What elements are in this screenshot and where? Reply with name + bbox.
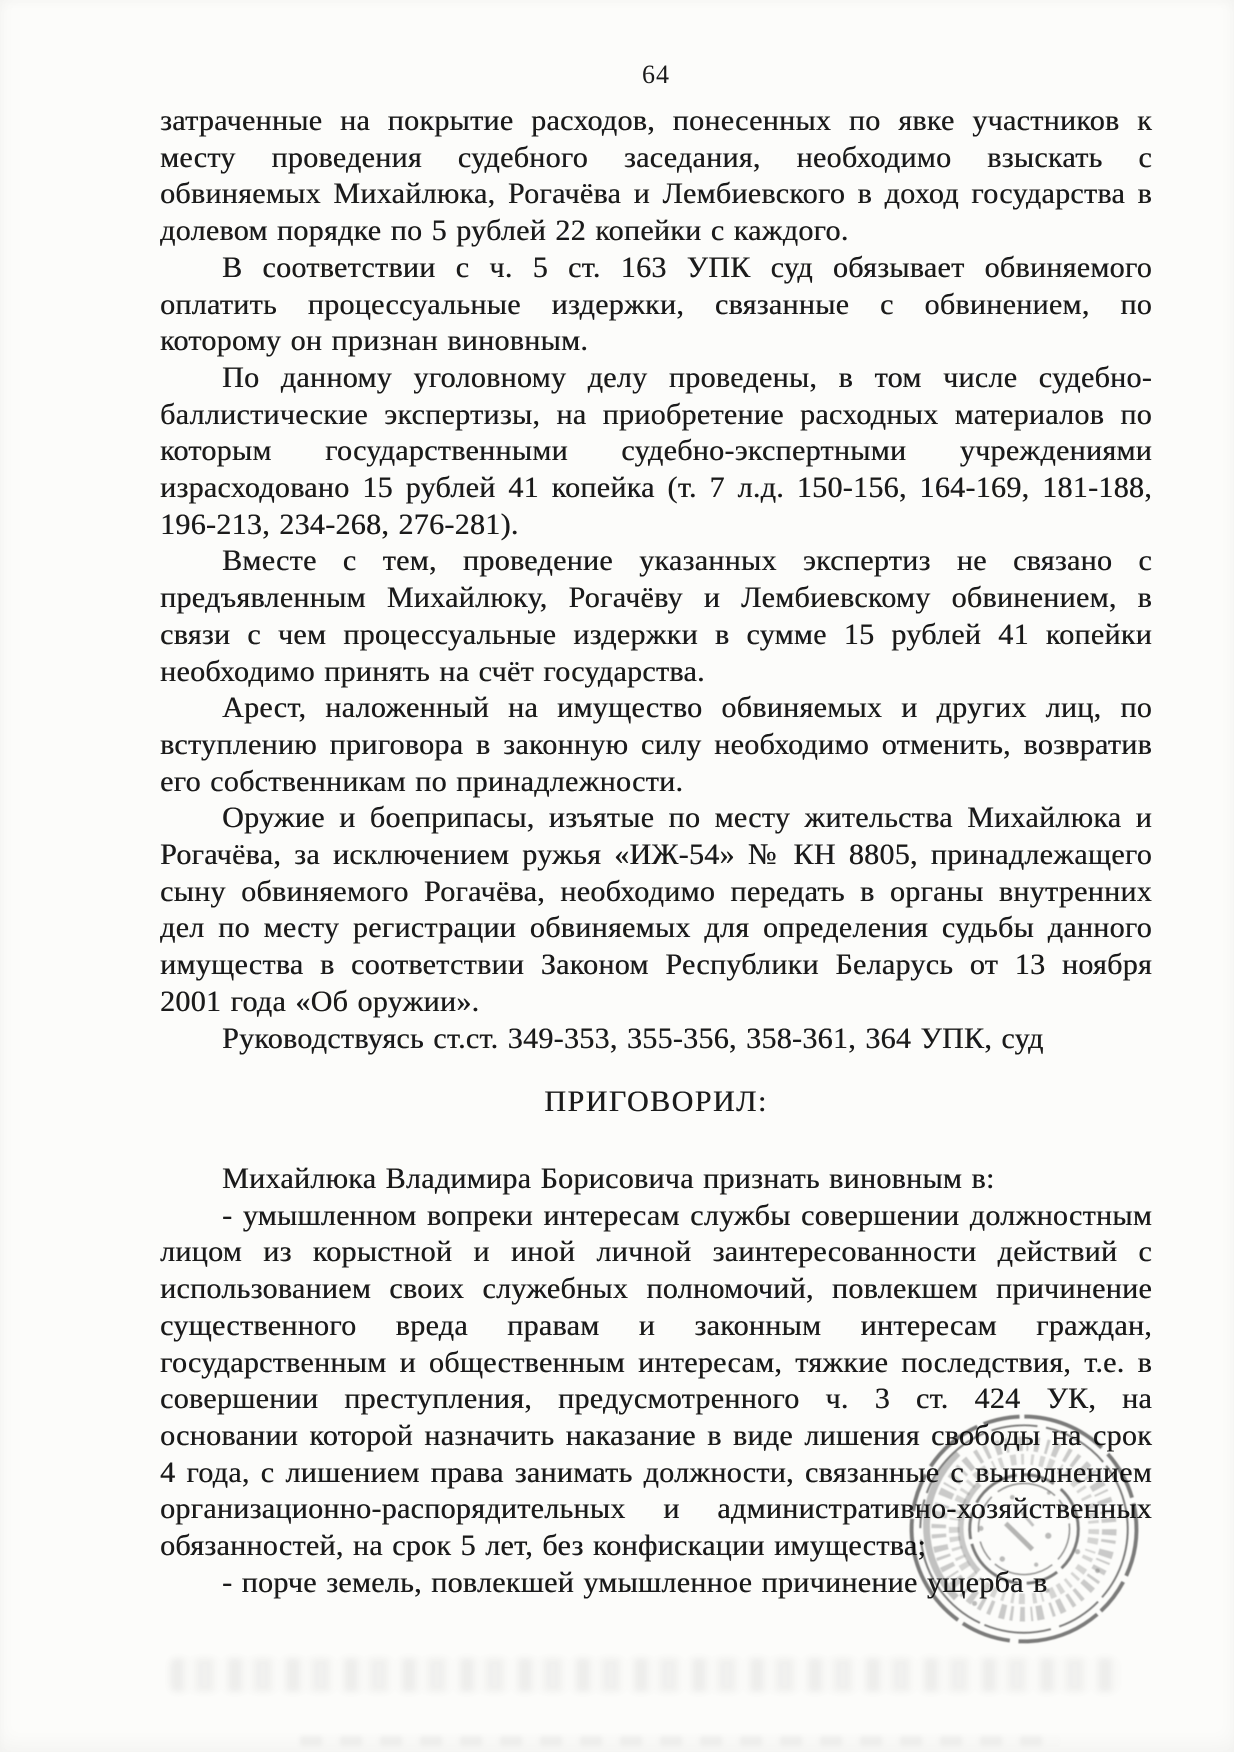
paragraph: Михайлюка Владимира Борисовича признать виновным в: (222, 1161, 995, 1195)
document-body (160, 103, 1152, 1601)
page-bleed-through-artifact (170, 1658, 1120, 1692)
verdict-heading: ПРИГОВОРИЛ: (544, 1085, 768, 1119)
page-number: 64 (642, 60, 670, 89)
paragraph: Арест, наложенный на имущество обвиняемых и других лиц, по вступлению приговора в законную силу необходимо отменить, возвратив его собственникам по принадлежности. (160, 691, 1152, 798)
paragraph: Вместе с тем, проведение указанных экспертиз не связано с предъявленным Михайлюку, Рогачёву и Лембиевскому обвинением, в связи с чем процессуальные издержки в сумме 15 рублей 41 копейки необходимо принять на счёт государства. (160, 544, 1152, 688)
page-edge-artifact (300, 1736, 1060, 1746)
paragraph: затраченные на покрытие расходов, понесенных по явке участников к месту проведения судебного заседания, необходимо взыскать с обвиняемых Михайлюка, Рогачёва и Лембиевского в доход государства в долевом порядке по 5 рублей 22 копейки с каждого. (160, 104, 1152, 248)
paragraph: В соответствии с ч. 5 ст. 163 УПК суд обязывает обвиняемого оплатить процессуальные издержки, связанные с обвинением, по которому он признан виновным. (160, 250, 1152, 358)
paragraph: - умышленном вопреки интересам службы совершении должностным лицом из корыстной и иной личной заинтересованности действий с использованием своих служебных полномочий, повлекшем причинение существенного вреда правам и законным интересам граждан, государственным и общественным интересам, тяжкие последствия, т.е. в совершении преступления, предусмотренного ч. 3 ст. 424 УК, на основании которой назначить наказание в виде лишения свободы на срок 4 года, с лишением права занимать должности, связанные с выполнением организационно-распорядительных и административно-хозяйственных обязанностей, на срок 5 лет, без конфискации имущества; (160, 1198, 1152, 1563)
paragraph: Руководствуясь ст.ст. 349-353, 355-356, 358-361, 364 УПК, суд (222, 1021, 1044, 1055)
paragraph: - порче земель, повлекшей умышленное причинение ущерба в (222, 1565, 1048, 1599)
paragraph: По данному уголовному делу проведены, в том числе судебно-баллистические экспертизы, на приобретение расходных материалов по которым государственными судебно-экспертными учреждениями израсходовано 15 рублей 41 копейка (т. 7 л.д. 150-156, 164-169, 181-188, 196-213, 234-268, 276-281). (160, 360, 1152, 541)
paragraph: Оружие и боеприпасы, изъятые по месту жительства Михайлюка и Рогачёва, за исключением ружья «ИЖ-54» № КН 8805, принадлежащего сыну обвиняемого Рогачёва, необходимо передать в органы внутренних дел по месту регистрации обвиняемых для определения судьбы данного имущества в соответствии Законом Республики Беларусь от 13 ноября 2001 года «Об оружии». (160, 801, 1152, 1018)
